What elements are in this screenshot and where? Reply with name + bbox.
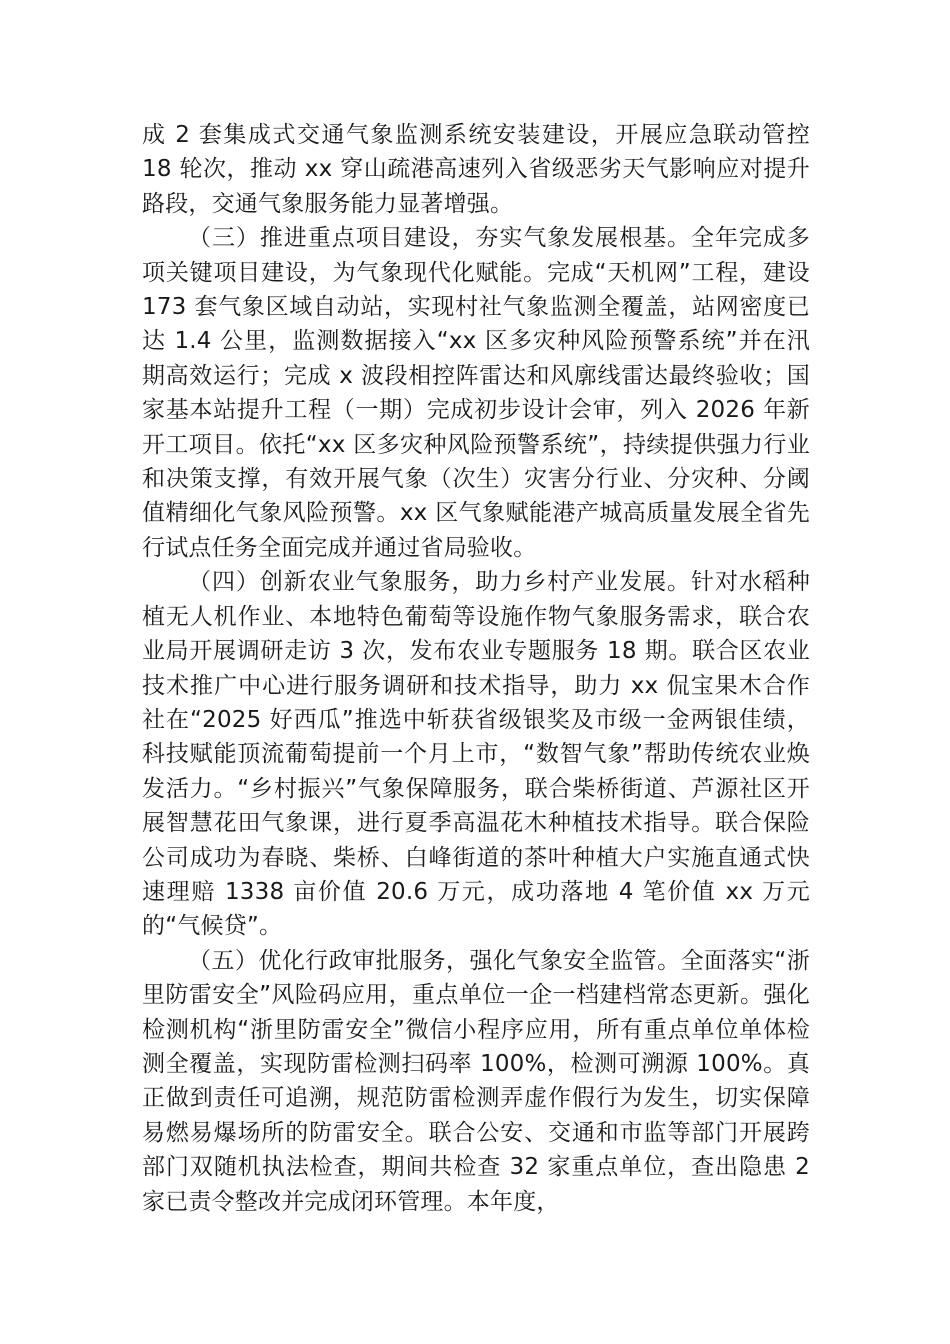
paragraph-section-3: （三）推进重点项目建设，夯实气象发展根基。全年完成多项关键项目建设，为气象现代化赋能。完成“天机网”工程，建设 173 套气象区域自动站，实现村社气象监测全覆盖，站网密度已达 1.4 公里，监测数据接入“xx 区多灾种风险预警系统”并在汛期高效运行；完成 x 波段相控阵雷达和风廓线雷达最终验收；国家基本站提升工程（一期）完成初步设计会审，列入 2026 年新开工项目。依托“xx 区多灾种风险预警系统”，持续提供强力行业和决策支撑，有效开展气象（次生）灾害分行业、分灾种、分阈值精细化气象风险预警。xx 区气象赋能港产城高质量发展全省先行试点任务全面完成并通过省局验收。	[142, 225, 810, 561]
paragraph-continuation: 成 2 套集成式交通气象监测系统安装建设，开展应急联动管控 18 轮次，推动 xx 穿山疏港高速列入省级恶劣天气影响应对提升路段，交通气象服务能力显著增强。	[142, 122, 810, 217]
document-body	[142, 118, 810, 1219]
paragraph-section-5: （五）优化行政审批服务，强化气象安全监管。全面落实“浙里防雷安全”风险码应用，重点单位一企一档建档常态更新。强化检测机构“浙里防雷安全”微信小程序应用，所有重点单位单体检测全覆盖，实现防雷检测扫码率 100%，检测可溯源 100%。真正做到责任可追溯，规范防雷检测弄虚作假行为发生，切实保障易燃易爆场所的防雷安全。联合公安、交通和市监等部门开展跨部门双随机执法检查，期间共检查 32 家重点单位，查出隐患 2 家已责令整改并完成闭环管理。本年度，	[142, 947, 810, 1215]
paragraph-section-4: （四）创新农业气象服务，助力乡村产业发展。针对水稻种植无人机作业、本地特色葡萄等设施作物气象服务需求，联合农业局开展调研走访 3 次，发布农业专题服务 18 期。联合区农业技术推广中心进行服务调研和技术指导，助力 xx 侃宝果木合作社在“2025 好西瓜”推选中斩获省级银奖及市级一金两银佳绩，科技赋能顶流葡萄提前一个月上市，“数智气象”帮助传统农业焕发活力。“乡村振兴”气象保障服务，联合柴桥街道、芦源社区开展智慧花田气象课，进行夏季高温花木种植技术指导。联合保险公司成功为春晓、柴桥、白峰街道的茶叶种植大户实施直通式快速理赔 1338 亩价值 20.6 万元，成功落地 4 笔价值 xx 万元的“气候贷”。	[142, 569, 810, 940]
